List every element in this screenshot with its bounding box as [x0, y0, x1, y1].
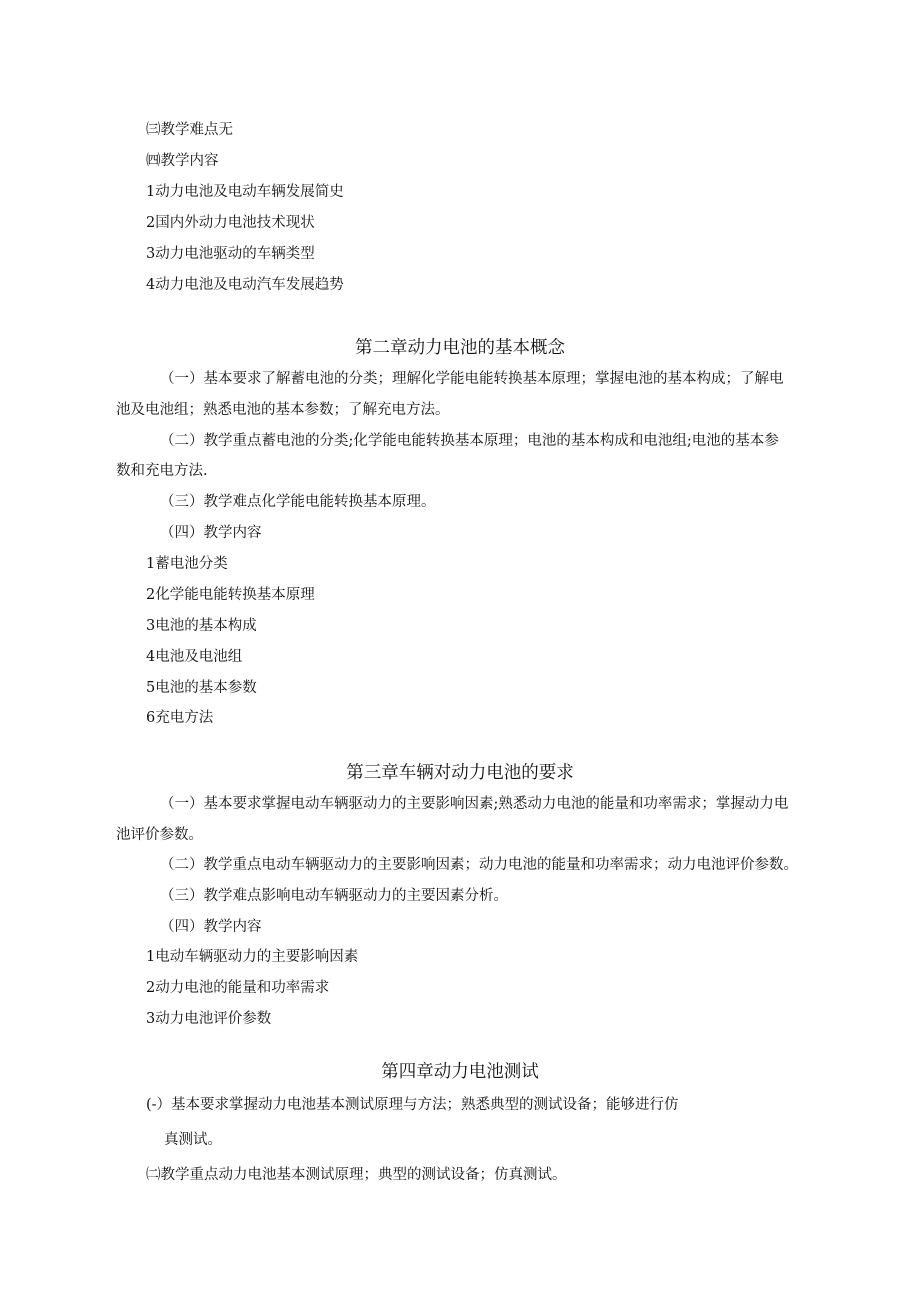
ch3-title: 第三章车辆对动力电池的要求 — [346, 763, 574, 783]
ch1-item: 3动力电池驱动的车辆类型 — [146, 246, 315, 262]
ch1-item: 1动力电池及电动车辆发展简史 — [146, 184, 344, 200]
ch3-item: 3动力电池评价参数 — [146, 1011, 272, 1027]
ch2-requirements-line1: （一）基本要求了解蓄电池的分类；理解化学能电能转换基本原理；掌握电池的基本构成；了解电 — [160, 371, 784, 387]
ch2-difficult-points: （三）教学难点化学能电能转换基本原理。 — [160, 494, 436, 510]
ch1-difficult-points: ㈢教学难点无 — [146, 122, 233, 138]
ch2-item: 5电池的基本参数 — [146, 680, 257, 696]
ch3-requirements-line2: 池评价参数。 — [116, 827, 203, 843]
ch3-difficult-points: （三）教学难点影响电动车辆驱动力的主要因素分析。 — [160, 888, 508, 904]
ch2-item: 6充电方法 — [146, 710, 214, 726]
ch3-requirements-line1: （一）基本要求掌握电动车辆驱动力的主要影响因素;熟悉动力电池的能量和功率需求；掌握动力电 — [160, 796, 789, 812]
ch2-item: 1蓄电池分类 — [146, 556, 228, 572]
ch2-item: 2化学能电能转换基本原理 — [146, 587, 315, 603]
ch4-title: 第四章动力电池测试 — [381, 1062, 539, 1082]
ch2-item: 4电池及电池组 — [146, 649, 243, 665]
ch2-content-heading: （四）教学内容 — [160, 525, 262, 541]
ch3-item: 2动力电池的能量和功率需求 — [146, 980, 330, 996]
ch1-content-heading: ㈣教学内容 — [146, 153, 219, 169]
ch2-title: 第二章动力电池的基本概念 — [355, 338, 565, 358]
ch1-item: 2国内外动力电池技术现状 — [146, 215, 315, 231]
ch4-requirements-line1: (-）基本要求掌握动力电池基本测试原理与方法；熟悉典型的测试设备；能够进行仿 — [146, 1097, 679, 1113]
ch2-key-points-line1: （二）教学重点蓄电池的分类;化学能电能转换基本原理；电池的基本构成和电池组;电池的基本参 — [160, 433, 779, 449]
ch1-item: 4动力电池及电动汽车发展趋势 — [146, 277, 344, 293]
ch4-requirements-line2: 真测试。 — [164, 1132, 222, 1148]
ch2-item: 3电池的基本构成 — [146, 618, 257, 634]
ch3-item: 1电动车辆驱动力的主要影响因素 — [146, 949, 359, 965]
ch4-key-points: ㈡教学重点动力电池基本测试原理；典型的测试设备；仿真测试。 — [146, 1167, 567, 1183]
ch3-key-points: （二）教学重点电动车辆驱动力的主要影响因素；动力电池的能量和功率需求；动力电池评价参数。 — [160, 857, 798, 873]
ch2-key-points-line2: 数和充电方法. — [116, 463, 208, 479]
ch2-requirements-line2: 池及电池组；熟悉电池的基本参数；了解充电方法。 — [116, 402, 450, 418]
ch3-content-heading: （四）教学内容 — [160, 919, 262, 935]
